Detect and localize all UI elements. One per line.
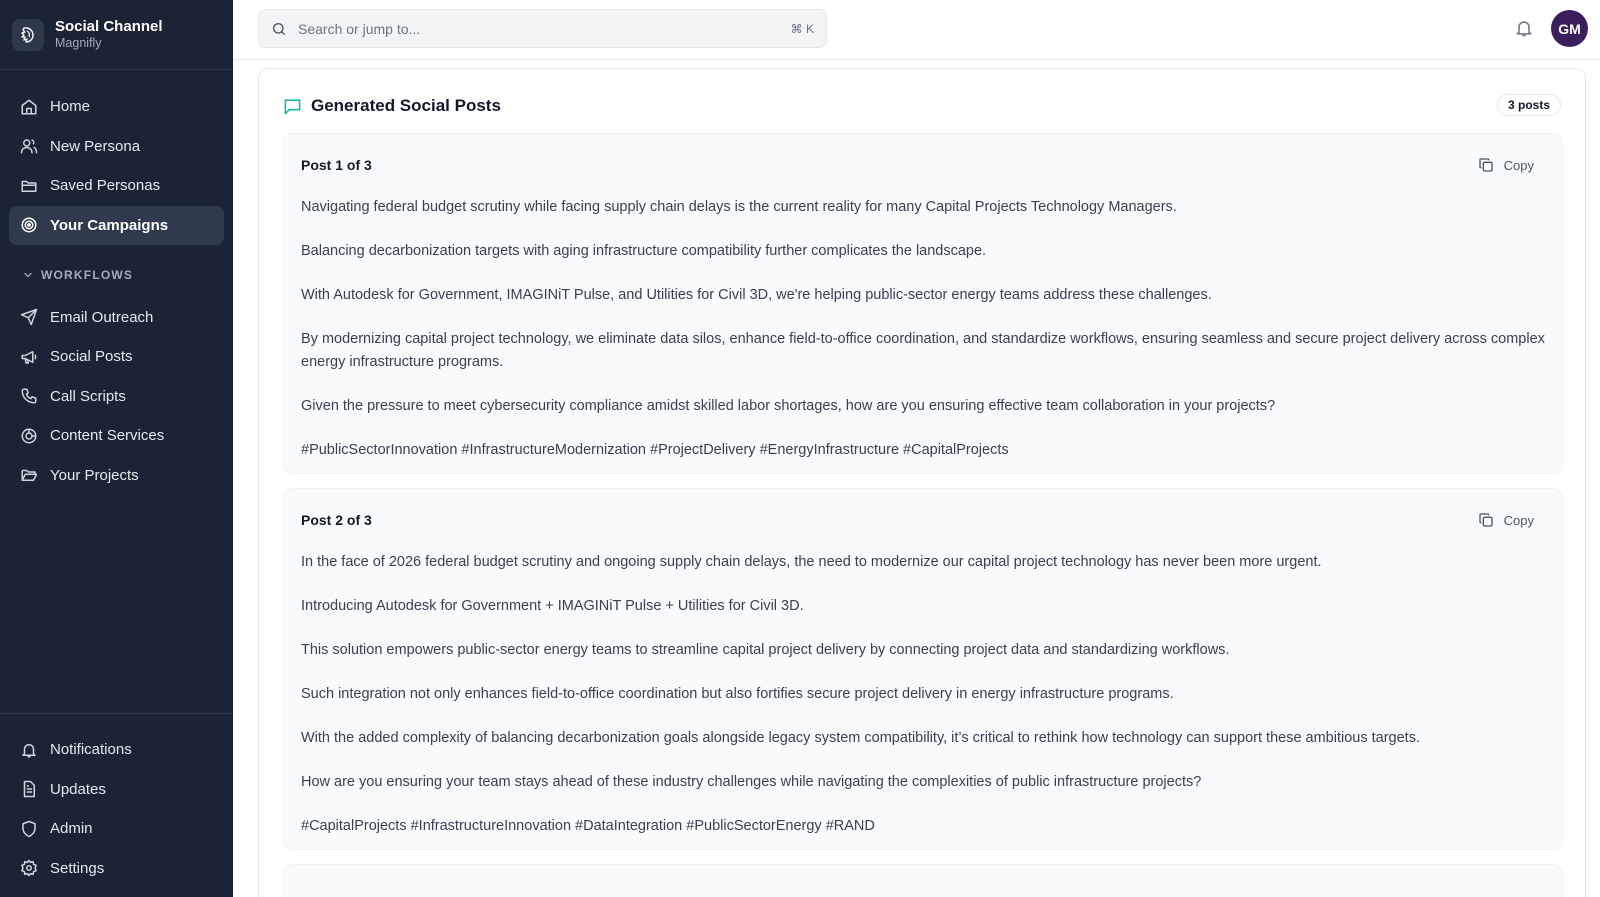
phone-icon [20, 387, 38, 405]
folder-open-icon [20, 466, 38, 484]
copy-icon [1478, 157, 1494, 173]
users-icon [20, 137, 38, 155]
post-paragraph: With the added complexity of balancing decarbonization goals alongside legacy system compatibility, it’s critical to rethink how technology can support these ambitious targets. [301, 730, 1420, 746]
bottom-nav [0, 713, 233, 888]
post-card [283, 133, 1563, 474]
post-paragraph: Introducing Autodesk for Government + IMAGINiT Pulse + Utilities for Civil 3D. [301, 598, 804, 614]
sidebar-item-home[interactable] [9, 87, 224, 126]
copy-label: Copy [1503, 512, 1534, 528]
sidebar-item-label: New Persona [50, 137, 141, 155]
sidebar-item-label: Social Posts [50, 348, 133, 365]
copy-button[interactable] [1478, 157, 1534, 173]
copy-label: Copy [1503, 157, 1534, 173]
post-paragraph: Navigating federal budget scrutiny while facing supply chain delays is the current reality for many Capital Projects Technology Managers. [301, 199, 1177, 215]
sidebar [0, 0, 233, 897]
workflows-section-label: WORKFLOWS [41, 267, 134, 282]
sidebar-item-label: Updates [50, 780, 106, 798]
post-paragraph: By modernizing capital project technology, we eliminate data silos, enhance field-to-office coordination, and standardize workflows, ensuring seamless and secure project delivery across complex energy infrastructure programs. [301, 331, 1545, 370]
main-nav [0, 70, 233, 495]
avatar[interactable]: GM [1551, 10, 1588, 47]
post-header [301, 489, 1545, 551]
document-icon [20, 780, 38, 798]
sidebar-item-label: Home [50, 98, 91, 115]
notifications-bell-icon[interactable] [1514, 18, 1534, 38]
home-icon [20, 98, 38, 116]
sidebar-item-your-projects[interactable] [9, 456, 224, 495]
sidebar-item-your-campaigns[interactable] [9, 206, 224, 245]
target-icon [20, 216, 38, 234]
post-header [301, 134, 1545, 196]
send-icon [20, 308, 38, 326]
post-label: Post 1 of 3 [301, 157, 372, 173]
sidebar-item-label: Call Scripts [50, 387, 126, 405]
sidebar-item-label: Notifications [50, 741, 132, 758]
sidebar-item-notifications[interactable] [9, 730, 224, 769]
post-paragraph: Such integration not only enhances field-to-office coordination but also fortifies secure project delivery in energy infrastructure programs. [301, 686, 1174, 702]
post-paragraph: With Autodesk for Government, IMAGINiT Pulse, and Utilities for Civil 3D, we're helping public-sector energy teams address these challenges. [301, 287, 1212, 303]
post-card [283, 864, 1563, 897]
search-icon [271, 21, 287, 37]
post-paragraph: Balancing decarbonization targets with aging infrastructure compatibility further complicates the landscape. [301, 243, 987, 259]
sidebar-item-label: Content Services [50, 427, 165, 444]
sidebar-item-label: Settings [50, 859, 105, 877]
post-paragraph: In the face of 2026 federal budget scrutiny and ongoing supply chain delays, the need to modernize our capital project technology has never been more urgent. [301, 554, 1322, 570]
generated-posts-panel [258, 68, 1586, 897]
panel-header [283, 94, 1561, 118]
post-hashtags: #CapitalProjects #InfrastructureInnovation #DataIntegration #PublicSectorEnergy #RAND [301, 818, 875, 834]
search-shortcut: ⌘ K [790, 21, 814, 36]
lion-logo-icon [12, 19, 44, 51]
sidebar-item-label: Email Outreach [50, 308, 154, 326]
sidebar-item-settings[interactable] [9, 849, 224, 888]
sidebar-item-new-persona[interactable] [9, 127, 224, 166]
chevron-down-icon [22, 269, 34, 281]
search-box[interactable] [258, 9, 827, 48]
post-paragraph: How are you ensuring your team stays ahead of these industry challenges while navigating the complexities of public infrastructure projects? [301, 774, 1202, 790]
top-bar [233, 0, 1600, 60]
sidebar-item-label: Admin [50, 820, 93, 837]
workflows-section-toggle[interactable] [9, 265, 224, 285]
copy-button[interactable] [1478, 512, 1534, 528]
post-hashtags: #PublicSectorInnovation #InfrastructureModernization #ProjectDelivery #EnergyInfrastructure #CapitalProjects [301, 441, 1009, 458]
shield-icon [20, 820, 38, 838]
sidebar-item-saved-personas[interactable] [9, 166, 224, 205]
bell-icon [20, 741, 38, 759]
sidebar-item-label: Your Campaigns [50, 216, 169, 234]
folder-icon [20, 177, 38, 195]
sidebar-item-label: Your Projects [50, 466, 139, 484]
sidebar-item-email-outreach[interactable] [9, 298, 224, 337]
sidebar-item-updates[interactable] [9, 770, 224, 809]
brand[interactable] [0, 0, 233, 70]
megaphone-icon [20, 348, 38, 366]
sidebar-item-content-services[interactable] [9, 416, 224, 455]
gear-icon [20, 859, 38, 877]
post-paragraph: Given the pressure to meet cybersecurity compliance amidst skilled labor shortages, how are you ensuring effective team collaboration in your projects? [301, 397, 1276, 414]
sidebar-item-social-posts[interactable] [9, 337, 224, 376]
post-card [283, 488, 1563, 850]
post-count-badge: 3 posts [1497, 94, 1561, 116]
app-subtitle: Magnifly [55, 36, 102, 50]
content-icon [20, 427, 38, 445]
copy-icon [1478, 512, 1494, 528]
app-title: Social Channel [55, 18, 163, 35]
search-input[interactable] [298, 21, 791, 37]
sidebar-item-call-scripts[interactable] [9, 377, 224, 416]
sidebar-item-label: Saved Personas [50, 177, 161, 194]
post-label: Post 2 of 3 [301, 512, 372, 528]
message-square-icon [283, 97, 302, 116]
panel-title: Generated Social Posts [311, 96, 501, 115]
sidebar-item-admin[interactable] [9, 809, 224, 848]
post-paragraph: This solution empowers public-sector energy teams to streamline capital project delivery by connecting project data and standardizing workflows. [301, 642, 1230, 658]
